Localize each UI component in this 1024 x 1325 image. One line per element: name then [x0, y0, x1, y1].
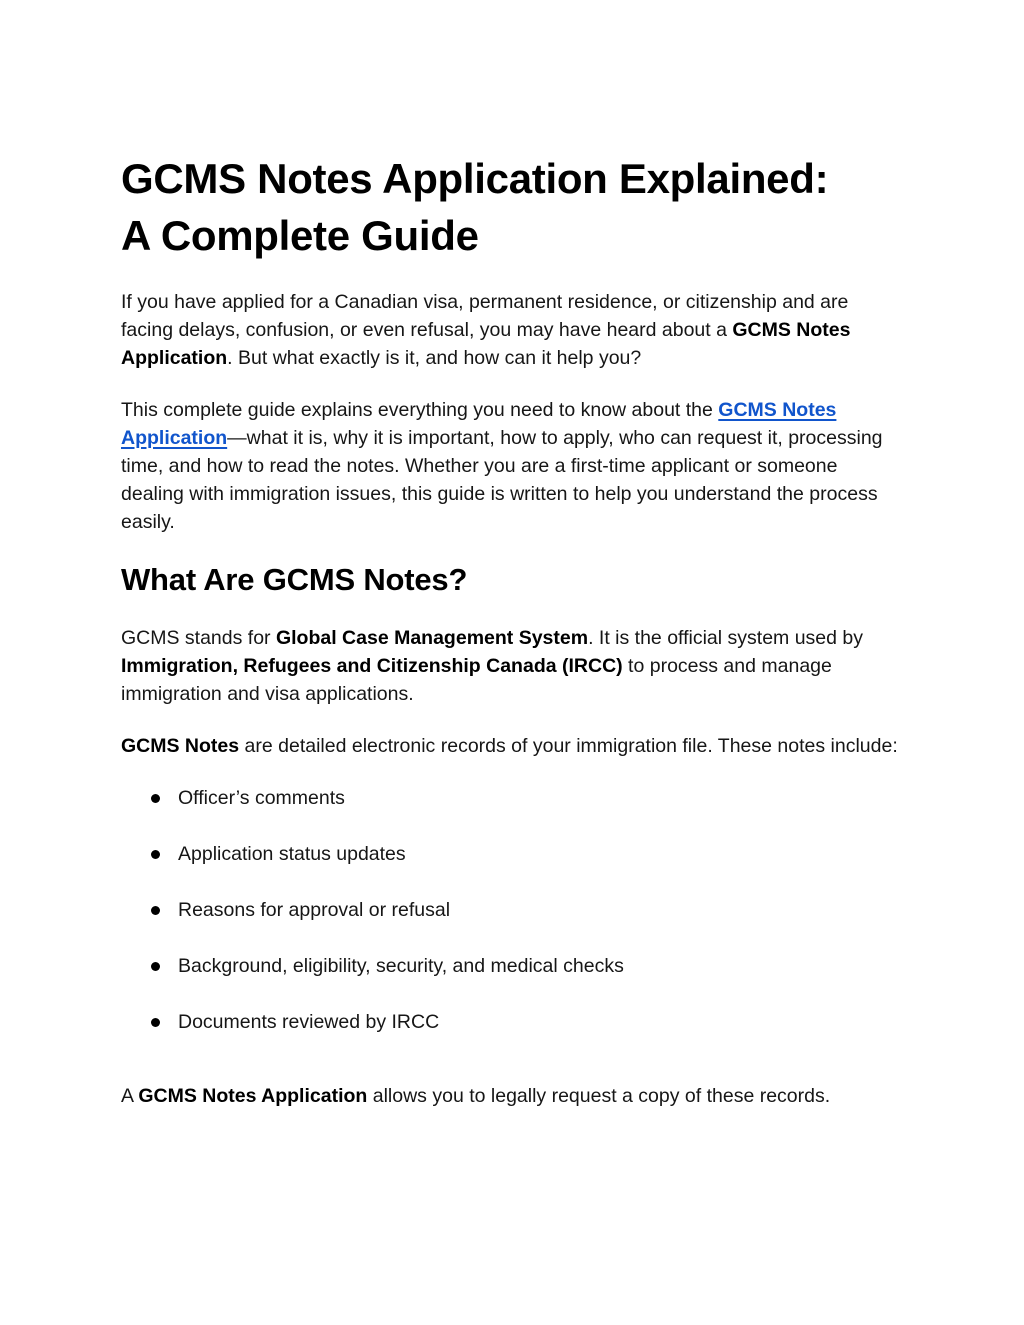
- list-item-label: Background, eligibility, security, and medical checks: [178, 955, 624, 977]
- list-item: [121, 1008, 903, 1036]
- text-run: A: [121, 1085, 139, 1107]
- text-run-bold: GCMS Notes Application: [121, 319, 851, 369]
- list-item-label: Documents reviewed by IRCC: [178, 1011, 440, 1033]
- title-line-2: A Complete Guide: [121, 212, 479, 259]
- list-item-label: Reasons for approval or refusal: [178, 899, 451, 921]
- list-item: [121, 952, 903, 980]
- list-item: [121, 840, 903, 868]
- bullet-icon: [151, 962, 160, 971]
- text-run: . It is the official system used by: [588, 627, 864, 649]
- bullet-icon: [151, 794, 160, 803]
- section-paragraph-1: [121, 624, 903, 708]
- text-run-bold: GCMS Notes Application: [138, 1085, 368, 1107]
- list-item-label: Officer’s comments: [178, 787, 345, 809]
- bullet-icon: [151, 850, 160, 859]
- intro-paragraph-1: [121, 288, 903, 372]
- title-line-1: GCMS Notes Application Explained:: [121, 155, 829, 202]
- notes-include-list: [121, 784, 903, 1036]
- text-run-bold: Global Case Management System: [275, 627, 589, 649]
- text-run-bold: Immigration, Refugees and Citizenship Canada (IRCC): [121, 655, 623, 677]
- list-item: [121, 784, 903, 812]
- document-title: [121, 150, 903, 264]
- closing-paragraph: [121, 1082, 903, 1110]
- text-run: . But what exactly is it, and how can it help you?: [227, 347, 642, 369]
- list-item-label: Application status updates: [178, 843, 406, 865]
- bullet-icon: [151, 906, 160, 915]
- list-item: [121, 896, 903, 924]
- text-run: If you have applied for a Canadian visa, permanent residence, or citizenship and are facing delays, confusion, or even refusal, you may have heard about a: [121, 291, 849, 341]
- section-heading-what-are-gcms-notes: What Are GCMS Notes?: [121, 562, 468, 597]
- text-run: This complete guide explains everything you need to know about the: [121, 399, 719, 421]
- intro-paragraph-2: [121, 396, 903, 536]
- text-run: —what it is, why it is important, how to apply, who can request it, processing time, and how to read the notes. Whether you are a first-time applicant or someone dealing with immigration issues, this guide is written to help you understand the process easily.: [121, 427, 883, 533]
- section-paragraph-2: [121, 732, 903, 760]
- text-run: are detailed electronic records of your immigration file. These notes include:: [239, 735, 898, 757]
- text-run: GCMS stands for: [121, 627, 276, 649]
- text-run: to process and manage immigration and visa applications.: [121, 655, 832, 705]
- text-run: allows you to legally request a copy of these records.: [367, 1085, 831, 1107]
- text-run-bold: GCMS Notes: [121, 735, 240, 757]
- gcms-notes-application-link[interactable]: GCMS Notes Application: [121, 399, 837, 449]
- bullet-icon: [151, 1018, 160, 1027]
